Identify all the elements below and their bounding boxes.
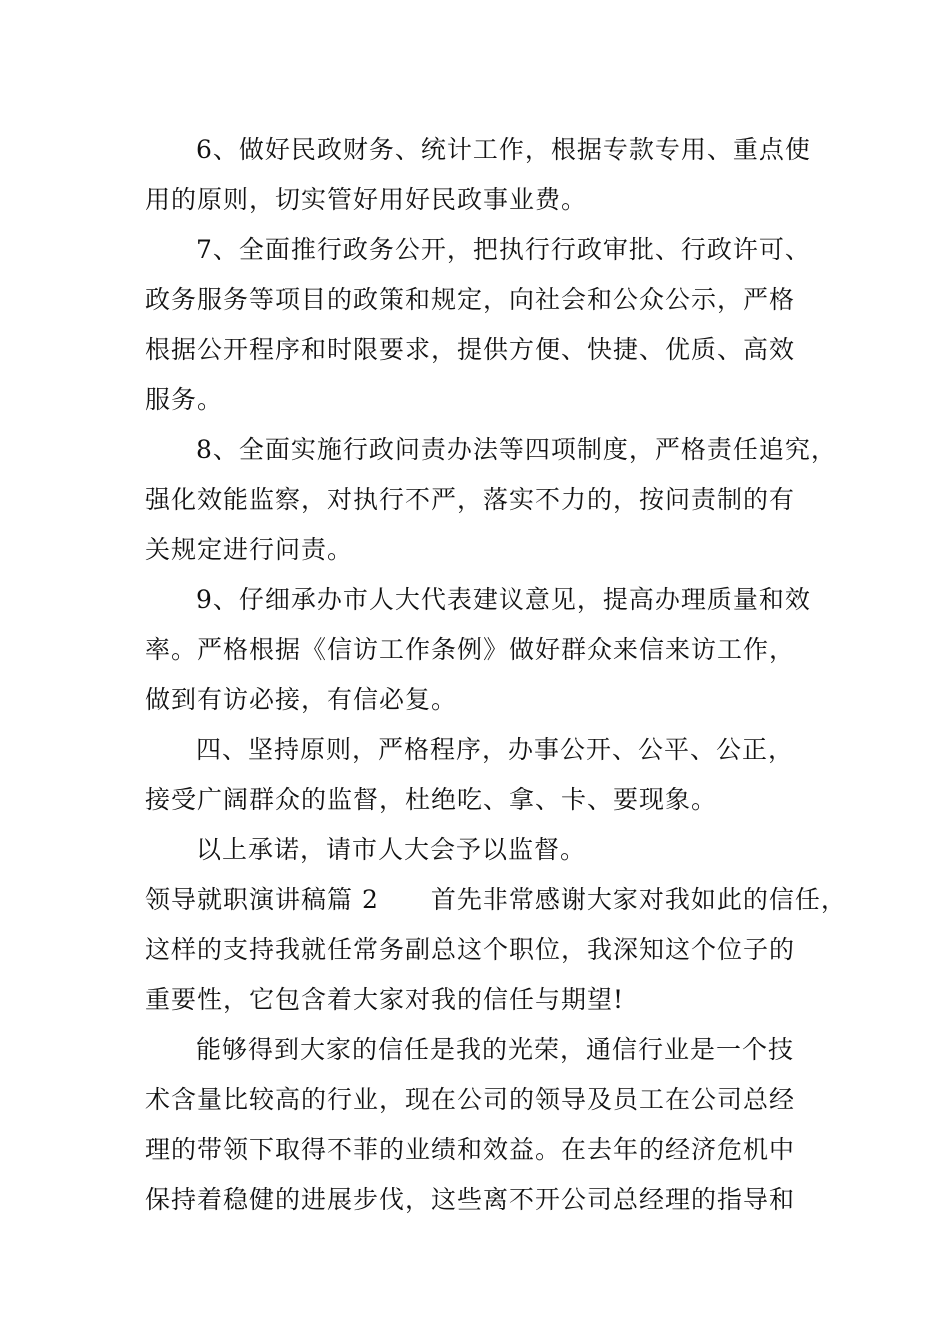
paragraph-line: 率。严格根据《信访工作条例》做好群众来信来访工作， (145, 635, 796, 664)
paragraph-line: 9、仔细承办市人大代表建议意见，提高办理质量和效 (196, 585, 811, 614)
paragraph-line: 接受广阔群众的监督，杜绝吃、拿、卡、要现象。 (145, 785, 718, 814)
paragraph-line: 根据公开程序和时限要求，提供方便、快捷、优质、高效 (145, 335, 796, 364)
paragraph-line: 以上承诺，请市人大会予以监督。 (196, 835, 587, 864)
paragraph-line: 术含量比较高的行业，现在公司的领导及员工在公司总经 (145, 1085, 796, 1114)
section-heading: 领导就职演讲稿篇 2 (145, 885, 379, 914)
paragraph-line: 这样的支持我就任常务副总这个职位，我深知这个位子的 (145, 935, 796, 964)
paragraph-line: 关规定进行问责。 (145, 535, 354, 564)
paragraph-line: 能够得到大家的信任是我的光荣，通信行业是一个技 (196, 1035, 795, 1064)
paragraph-line: 保持着稳健的进展步伐，这些离不开公司总经理的指导和 (145, 1185, 796, 1214)
section-heading-line (145, 880, 847, 920)
paragraph-line: 做到有访必接，有信必复。 (145, 685, 458, 714)
paragraph-line: 6、做好民政财务、统计工作，根据专款专用、重点使 (196, 135, 811, 164)
paragraph-line: 8、全面实施行政问责办法等四项制度，严格责任追究， (196, 435, 837, 464)
paragraph-line: 理的带领下取得不菲的业绩和效益。在去年的经济危机中 (145, 1135, 796, 1164)
paragraph-line: 四、坚持原则，严格程序，办事公开、公平、公正， (196, 735, 795, 764)
paragraph-line: 强化效能监察，对执行不严，落实不力的，按问责制的有 (145, 485, 796, 514)
paragraph-text: 首先非常感谢大家对我如此的信任， (430, 885, 847, 914)
paragraph-line: 7、全面推行政务公开，把执行行政审批、行政许可、 (196, 235, 811, 264)
paragraph-line: 服务。 (145, 385, 224, 414)
paragraph-line: 政务服务等项目的政策和规定，向社会和公众公示，严格 (145, 285, 796, 314)
paragraph-line: 重要性，它包含着大家对我的信任与期望! (145, 985, 625, 1014)
paragraph-line: 用的原则，切实管好用好民政事业费。 (145, 185, 588, 214)
